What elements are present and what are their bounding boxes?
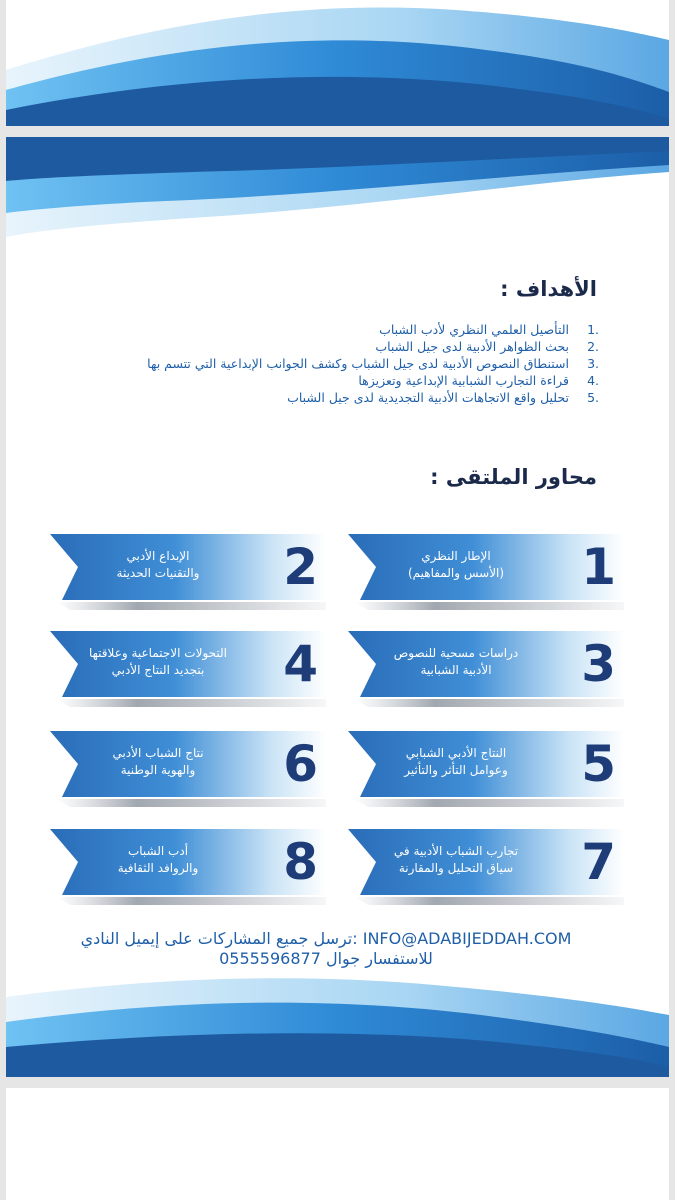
list-item: .3 استنطاق النصوص الأدبية لدى جيل الشباب وكشف الجوانب الإبداعية التي تتسم بها	[147, 356, 599, 371]
card-title: تجارب الشباب الأدبية في سياق التحليل والمقارنة	[393, 844, 519, 875]
decorative-wave-top	[6, 0, 669, 126]
card-number: 6	[283, 735, 318, 793]
list-item: .2 بحث الظواهر الأدبية لدى جيل الشباب	[375, 339, 599, 354]
goals-list	[79, 321, 599, 406]
list-item: .5 تحليل واقع الاتجاهات الأدبية التجديدية لدى جيل الشباب	[287, 390, 599, 405]
contact-email-line: ترسل جميع المشاركات على إيميل النادي: INFO@ADABIJEDDAH.COM	[80, 929, 572, 948]
axis-card-7	[348, 825, 624, 907]
card-number: 1	[581, 538, 616, 596]
axis-card-5	[348, 727, 624, 809]
list-item: .1 التأصيل العلمي النظري لأدب الشباب	[379, 322, 599, 337]
card-title: النتاج الأدبي الشبابي وعوامل التأثر والتأثير	[404, 746, 508, 777]
axes-heading: محاور الملتقى :	[430, 465, 597, 489]
decorative-wave-footer	[6, 967, 669, 1077]
card-title: دراسات مسحية للنصوص الأدبية الشبابية	[393, 646, 519, 677]
decorative-wave-header	[6, 137, 669, 252]
card-title: الإطار النظري (الأسس والمفاهيم)	[407, 549, 505, 580]
axis-card-2	[50, 530, 326, 612]
page-bottom-fragment	[6, 1088, 669, 1200]
axis-card-8	[50, 825, 326, 907]
axis-card-6	[50, 727, 326, 809]
card-number: 5	[581, 735, 616, 793]
main-page	[6, 137, 669, 1077]
card-number: 4	[283, 635, 318, 693]
axis-card-3	[348, 627, 624, 709]
page-top-fragment	[6, 0, 669, 126]
axis-card-1	[348, 530, 624, 612]
card-number: 2	[283, 538, 318, 596]
card-title: الإبداع الأدبي والتقنيات الحديثة	[116, 549, 200, 580]
contact-info	[46, 929, 606, 969]
goals-heading: الأهداف :	[500, 277, 597, 301]
axis-card-4	[50, 627, 326, 709]
card-number: 3	[581, 635, 616, 693]
list-item: .4 قراءة التجارب الشبابية الإبداعية وتعزيزها	[358, 373, 599, 388]
card-title: التحولات الاجتماعية وعلاقتها بتجديد النتاج الأدبي	[88, 646, 227, 677]
card-title: أدب الشباب والروافد الثقافية	[117, 844, 199, 875]
card-number: 8	[283, 833, 318, 891]
card-title: نتاج الشباب الأدبي والهوية الوطنية	[112, 746, 204, 777]
contact-phone-line: للاستفسار جوال 0555596877	[219, 949, 433, 968]
card-number: 7	[581, 833, 616, 891]
